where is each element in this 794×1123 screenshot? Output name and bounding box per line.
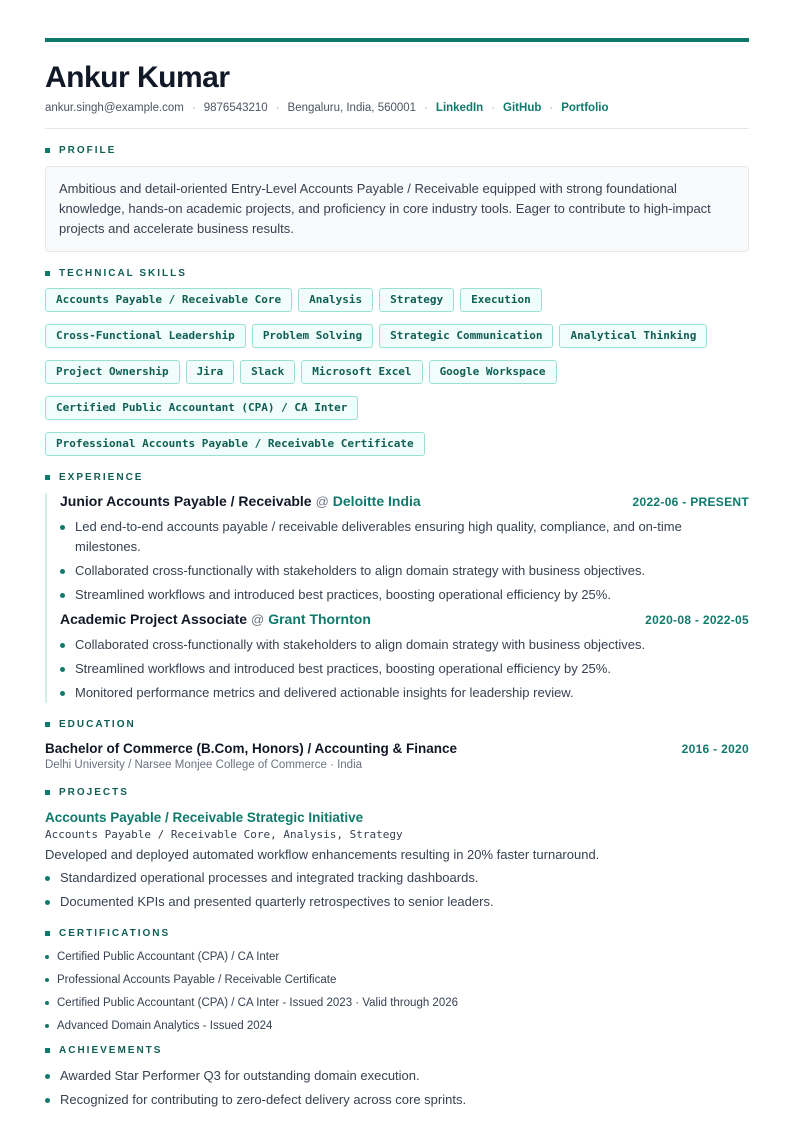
contact-phone: 9876543210 [203,102,268,114]
section-title-projects [45,786,749,798]
achievement-item: Awarded Star Performer Q3 for outstanding domain execution. [45,1066,749,1086]
skill-chip: Project Ownership [45,360,180,384]
github-link[interactable]: GitHub [503,102,542,114]
linkedin-link[interactable]: LinkedIn [435,102,484,114]
skill-chip: Slack [240,360,295,384]
contact-separator: · [491,102,496,114]
section-title-text: PROJECTS [59,786,129,798]
section-title-achievements [45,1044,749,1056]
contact-separator: · [191,102,196,114]
experience-item [60,493,749,605]
education-header [45,741,749,756]
project-tech-stack: Accounts Payable / Receivable Core, Analysis, Strategy [45,828,403,841]
section-marker-icon [45,271,50,276]
education-date: 2016 - 2020 [681,742,749,756]
job-date: 2022-06 - PRESENT [632,495,749,509]
section-title-text: EDUCATION [59,718,136,730]
candidate-name: Ankur Kumar [45,61,230,94]
skill-chip: Jira [186,360,235,384]
job-company: Deloitte India [332,493,421,509]
skill-chip: Execution [460,288,542,312]
achievements-list [45,1066,749,1110]
top-accent-rule [45,38,749,42]
skill-chip: Accounts Payable / Receivable Core [45,288,292,312]
section-marker-icon [45,722,50,727]
section-marker-icon [45,148,50,153]
skill-chip: Certified Public Accountant (CPA) / CA Inter [45,396,358,420]
section-title-experience [45,471,749,483]
contact-separator: · [549,102,554,114]
profile-summary: Ambitious and detail-oriented Entry-Level Accounts Payable / Receivable equipped with strong foundational knowledge, hands-on academic projects, and proficiency in core industry tools. Eager to contribute to high-impact projects and accelerate business results. [45,166,749,252]
section-title-skills [45,267,749,279]
skill-chip: Analysis [298,288,373,312]
contact-location: Bengaluru, India, 560001 [287,102,417,114]
skill-chip: Problem Solving [252,324,373,348]
section-marker-icon [45,790,50,795]
section-title-text: ACHIEVEMENTS [59,1044,163,1056]
project-bullets [45,868,749,912]
section-title-text: TECHNICAL SKILLS [59,267,187,279]
bullet-item: Monitored performance metrics and delivered actionable insights for leadership review. [60,683,749,703]
skills-list [45,288,749,456]
contact-separator: · [424,102,428,114]
certification-item: Advanced Domain Analytics - Issued 2024 [45,1018,749,1034]
job-at-symbol: @ [315,494,329,509]
project-title: Accounts Payable / Receivable Strategic Initiative [45,810,364,825]
section-title-text: EXPERIENCE [59,471,144,483]
skill-chip: Google Workspace [429,360,557,384]
certification-item: Certified Public Accountant (CPA) / CA Inter [45,949,749,965]
resume-page [45,38,749,1114]
section-title-profile [45,144,749,156]
skill-chip: Professional Accounts Payable / Receivable Certificate [45,432,425,456]
section-marker-icon [45,1048,50,1053]
job-title: Academic Project Associate [60,611,248,627]
section-title-text: CERTIFICATIONS [59,927,171,939]
section-title-education [45,718,749,730]
contact-separator: · [275,102,280,114]
section-marker-icon [45,931,50,936]
section-title-text: PROFILE [59,144,117,156]
skill-chip: Cross-Functional Leadership [45,324,246,348]
job-date: 2020-08 - 2022-05 [645,613,749,627]
skill-chip: Analytical Thinking [559,324,707,348]
experience-item [60,611,749,703]
bullet-item: Collaborated cross-functionally with stakeholders to align domain strategy with business objectives. [60,561,749,581]
job-header [60,611,749,629]
certification-item: Certified Public Accountant (CPA) / CA Inter - Issued 2023 · Valid through 2026 [45,995,749,1011]
section-title-certifications [45,927,749,939]
bullet-item: Collaborated cross-functionally with stakeholders to align domain strategy with business objectives. [60,635,749,655]
bullet-item: Documented KPIs and presented quarterly retrospectives to senior leaders. [45,892,749,912]
skill-chip: Strategic Communication [379,324,553,348]
bullet-item: Streamlined workflows and introduced best practices, boosting operational efficiency by 25%. [60,659,749,679]
job-role-line [60,611,371,629]
skill-chip: Microsoft Excel [301,360,422,384]
job-header [60,493,749,511]
certification-item: Professional Accounts Payable / Receivable Certificate [45,972,749,988]
certifications-list [45,949,749,1034]
bullet-item: Standardized operational processes and integrated tracking dashboards. [45,868,749,888]
contact-email[interactable]: ankur.singh@example.com [45,102,184,114]
portfolio-link[interactable]: Portfolio [561,102,609,114]
job-bullets [60,635,749,703]
achievement-item: Recognized for contributing to zero-defect delivery across core sprints. [45,1090,749,1110]
bullet-item: Led end-to-end accounts payable / receivable deliverables ensuring high quality, compliance, and on-time milestones. [60,517,749,557]
job-role-line [60,493,421,511]
bullet-item: Streamlined workflows and introduced best practices, boosting operational efficiency by 25%. [60,585,749,605]
education-degree: Bachelor of Commerce (B.Com, Honors) / Accounting & Finance [45,741,458,756]
job-bullets [60,517,749,605]
section-marker-icon [45,475,50,480]
project-description: Developed and deployed automated workflow enhancements resulting in 20% faster turnaround. [45,847,600,862]
job-title: Junior Accounts Payable / Receivable [60,493,312,509]
job-company: Grant Thornton [268,611,371,627]
contact-line [45,102,749,114]
experience-list [45,493,749,703]
header-divider [45,128,749,129]
skill-chip: Strategy [379,288,454,312]
education-institution: Delhi University / Narsee Monjee College of Commerce · India [45,759,363,771]
job-at-symbol: @ [251,612,265,627]
